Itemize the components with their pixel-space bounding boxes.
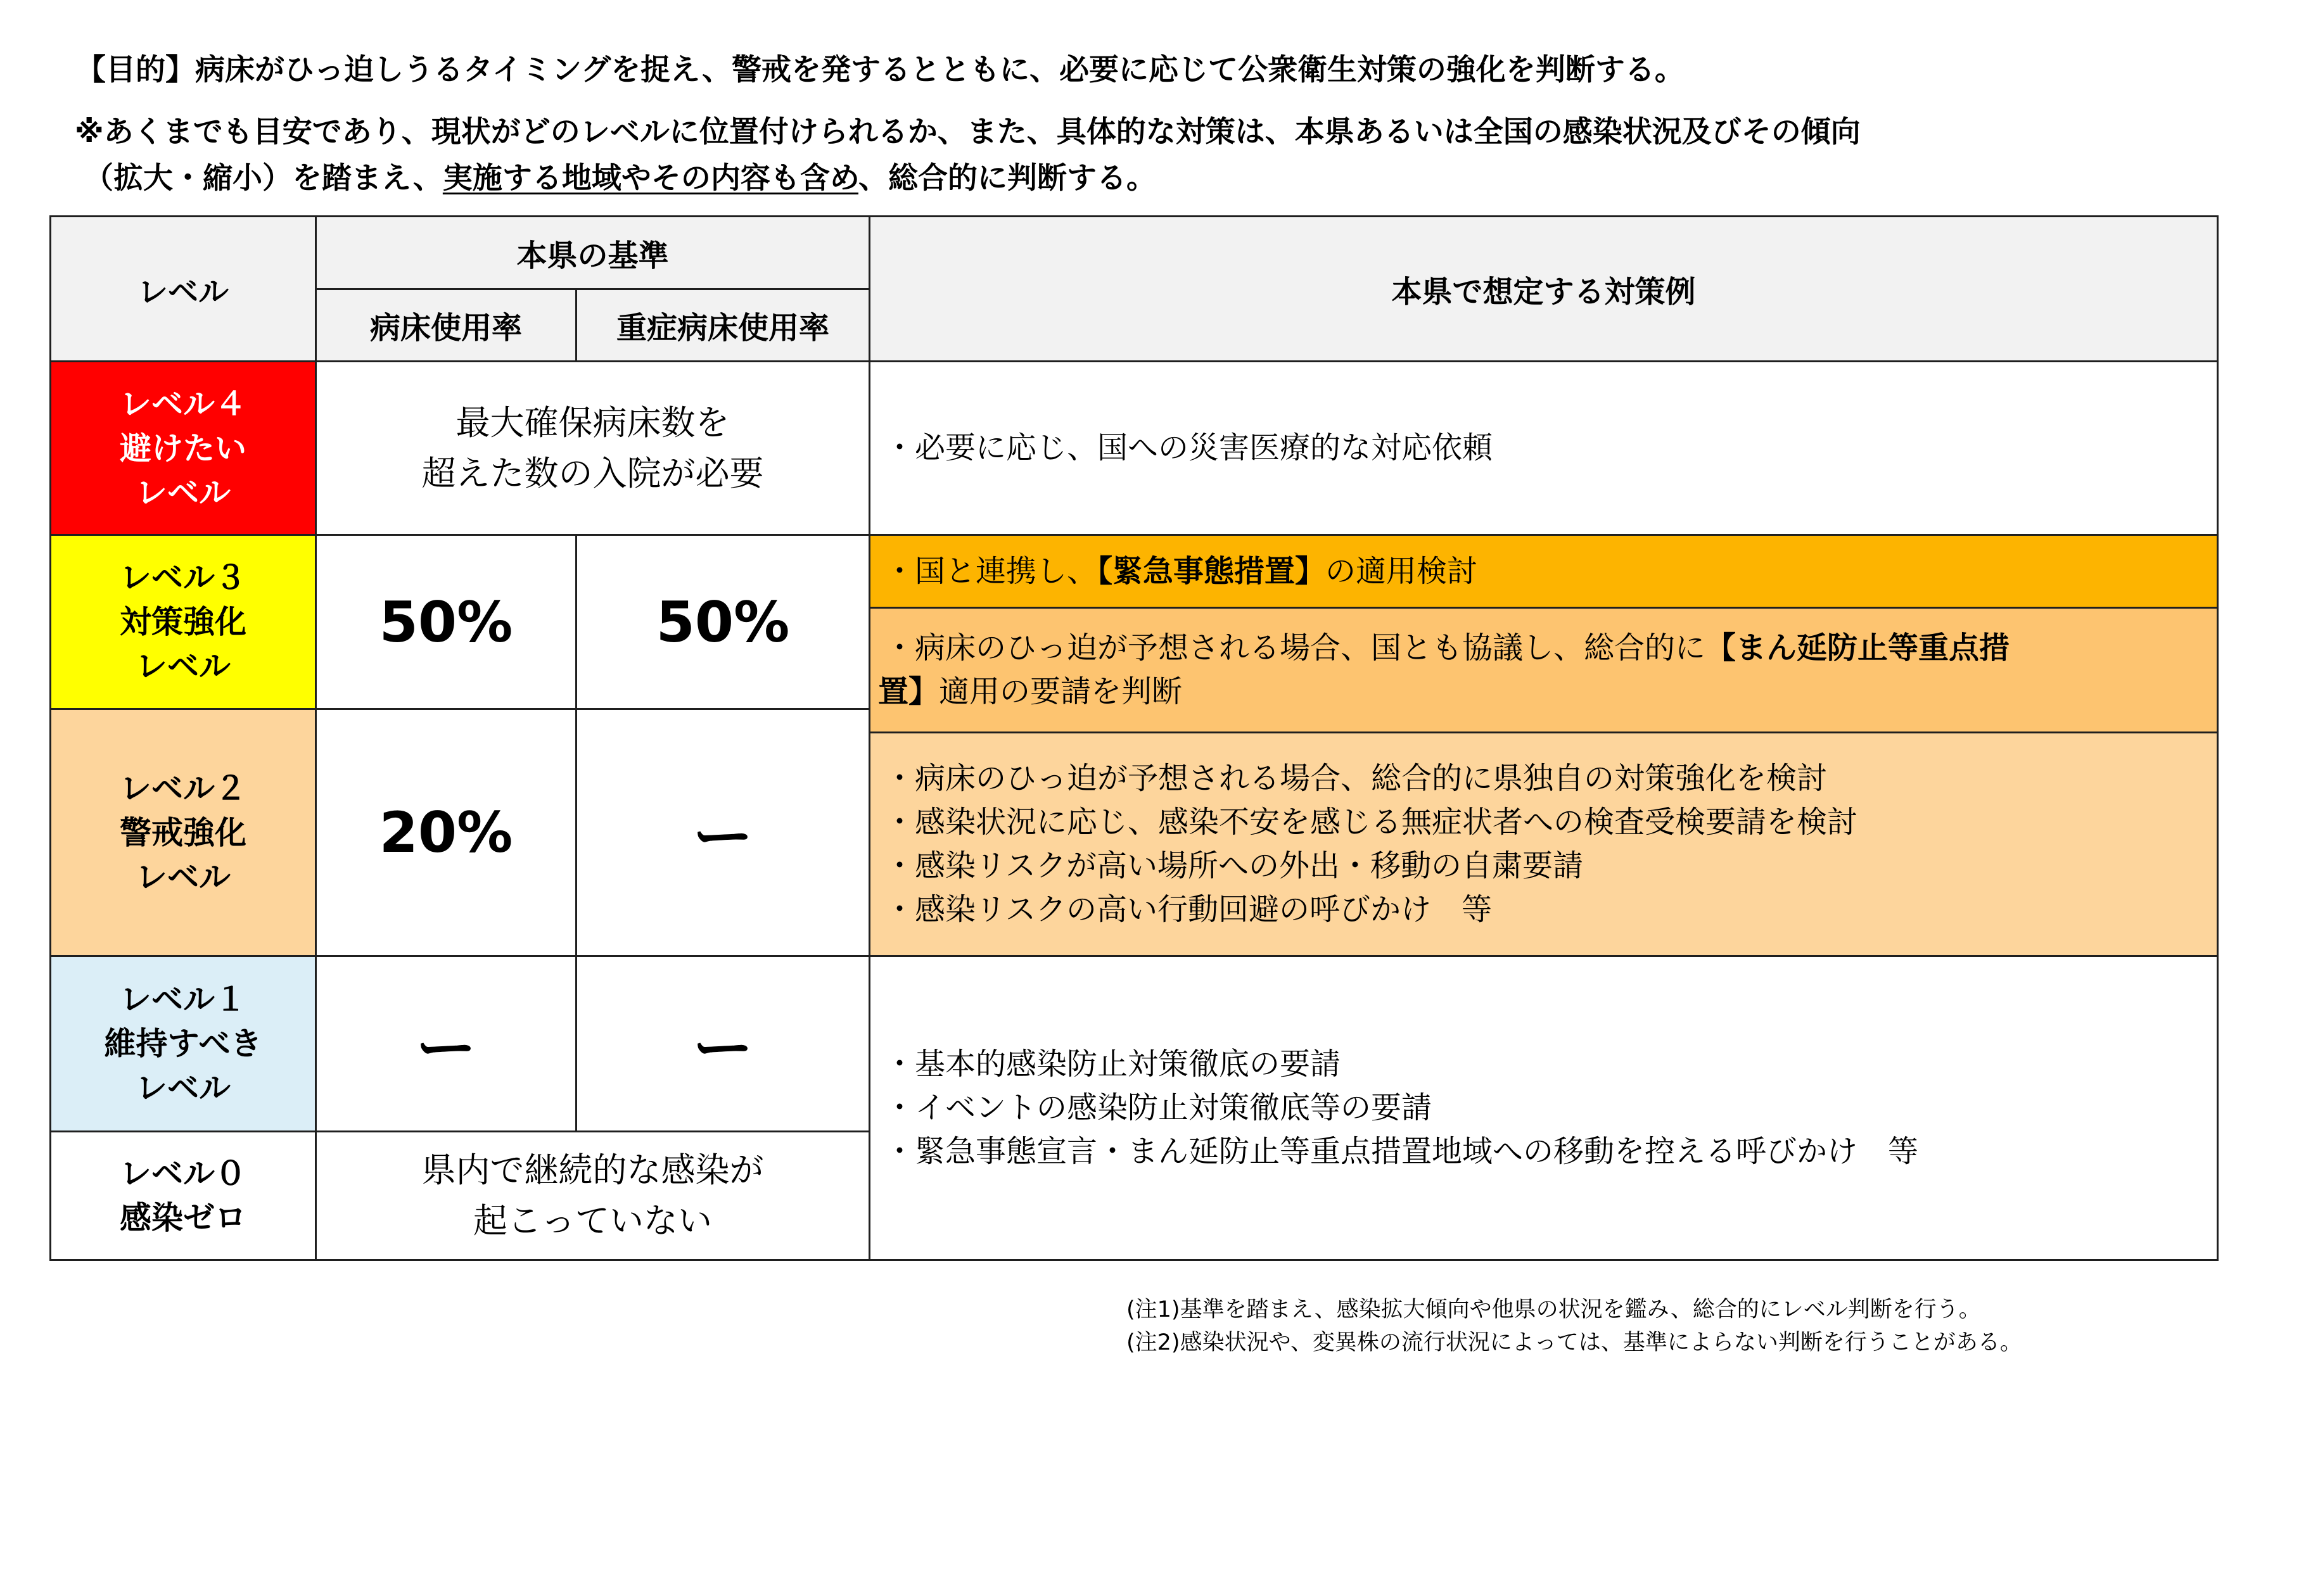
footnote-2: (注2)感染状況や、変異株の流行状況によっては、基準によらない判断を行うことがある。 [1126,1330,2022,1355]
level-4-measures [869,360,2219,536]
level-1-measure-item-2: ・イベントの感染防止対策徹底等の要請 [884,1090,1432,1125]
header-bed-rate [315,288,577,362]
header-criteria-text: 本県の基準 [516,238,669,274]
level-3-measure-a-text [884,550,2204,593]
level-1-bed-rate: ー [315,955,577,1132]
level-2-measure-item-1: ・病床のひっ迫が予想される場合、総合的に県独自の対策強化を検討 [884,761,1828,796]
header-bed-rate-text: 病床使用率 [369,310,522,346]
level-4-criteria: 最大確保病床数を 超えた数の入院が必要 [315,360,870,536]
level-1-measure-item-3: ・緊急事態宣言・まん延防止等重点措置地域への移動を控える呼びかけ 等 [884,1134,1919,1169]
header-level [49,215,317,362]
level-1-severe-bed-rate: ー [575,955,870,1132]
level-2-measures [869,732,2219,957]
level-4-measure-item: ・必要に応じ、国への災害医療的な対応依頼 [884,430,1493,466]
header-measures [869,215,2219,362]
header-criteria [315,215,870,290]
level-3-measure-b-pre: ・病床のひっ迫が予想される場合、国とも協議し、総合的に [884,630,1706,666]
level-0-criteria: 県内で継続的な感染が 起こっていない [315,1130,870,1261]
level-3-measure-a [869,534,2219,609]
level-4-label: レベル４ 避けたい レベル [49,360,317,536]
footnote-1: (注1)基準を踏まえ、感染拡大傾向や他県の状況を鑑み、総合的にレベル判断を行う。 [1126,1297,1981,1322]
level-3-severe-bed-rate: 50% [575,534,870,710]
level-1-label: レベル１ 維持すべき レベル [49,955,317,1132]
level-3-measure-a-post: の適用検討 [1325,553,1478,589]
level-3-measure-b-line-2 [878,670,2204,714]
level-2-measure-item-3: ・感染リスクが高い場所への外出・移動の自粛要請 [884,848,1584,884]
level-3-bed-rate: 50% [315,534,577,710]
note-line-2-post: 、総合的に判断する。 [858,161,1156,196]
priority-measures-term-part-1: 【まん延防止等重点措 [1705,630,2010,666]
level-3-measure-a-pre: ・国と連携し、 [884,553,1098,589]
level-3-measure-b-post: 適用の要請を判断 [939,674,1183,709]
note-line-2 [84,160,1156,197]
level-3-measure-b-line-1 [884,626,2204,670]
priority-measures-term-part-2: 置】 [878,674,940,709]
level-1-measure-item-1: ・基本的感染防止対策徹底の要請 [884,1046,1341,1082]
level-2-label: レベル２ 警戒強化 レベル [49,708,317,957]
header-level-text: レベル [137,274,229,310]
note-line-2-pre: （拡大・縮小）を踏まえ、 [84,161,443,196]
emergency-measures-term: 【緊急事態措置】 [1097,553,1326,589]
level-1-0-measures [869,955,2219,1261]
level-2-measure-item-4: ・感染リスクの高い行動回避の呼びかけ 等 [884,892,1493,927]
note-line-2-underlined: 実施する地域やその内容も含め [442,161,858,196]
note-line-1: ※あくまでも目安であり、現状がどのレベルに位置付けられるか、また、具体的な対策は、本県あるいは全国の感染状況及びその傾向 [75,115,1861,149]
header-severe-bed-rate-text: 重症病床使用率 [616,310,829,346]
header-measures-text: 本県で想定する対策例 [1391,274,1696,310]
level-2-measure-item-2: ・感染状況に応じ、感染不安を感じる無症状者への検査受検要請を検討 [884,804,1858,840]
level-2-severe-bed-rate: ー [575,708,870,957]
header-severe-bed-rate [575,288,870,362]
level-3-label: レベル３ 対策強化 レベル [49,534,317,710]
purpose-line: 【目的】病床がひっ迫しうるタイミングを捉え、警戒を発するとともに、必要に応じて公衆衛生対策の強化を判断する。 [76,53,1685,87]
level-3-measure-b [869,607,2219,733]
level-0-label: レベル０ 感染ゼロ [49,1130,317,1261]
level-2-bed-rate: 20% [315,708,577,957]
